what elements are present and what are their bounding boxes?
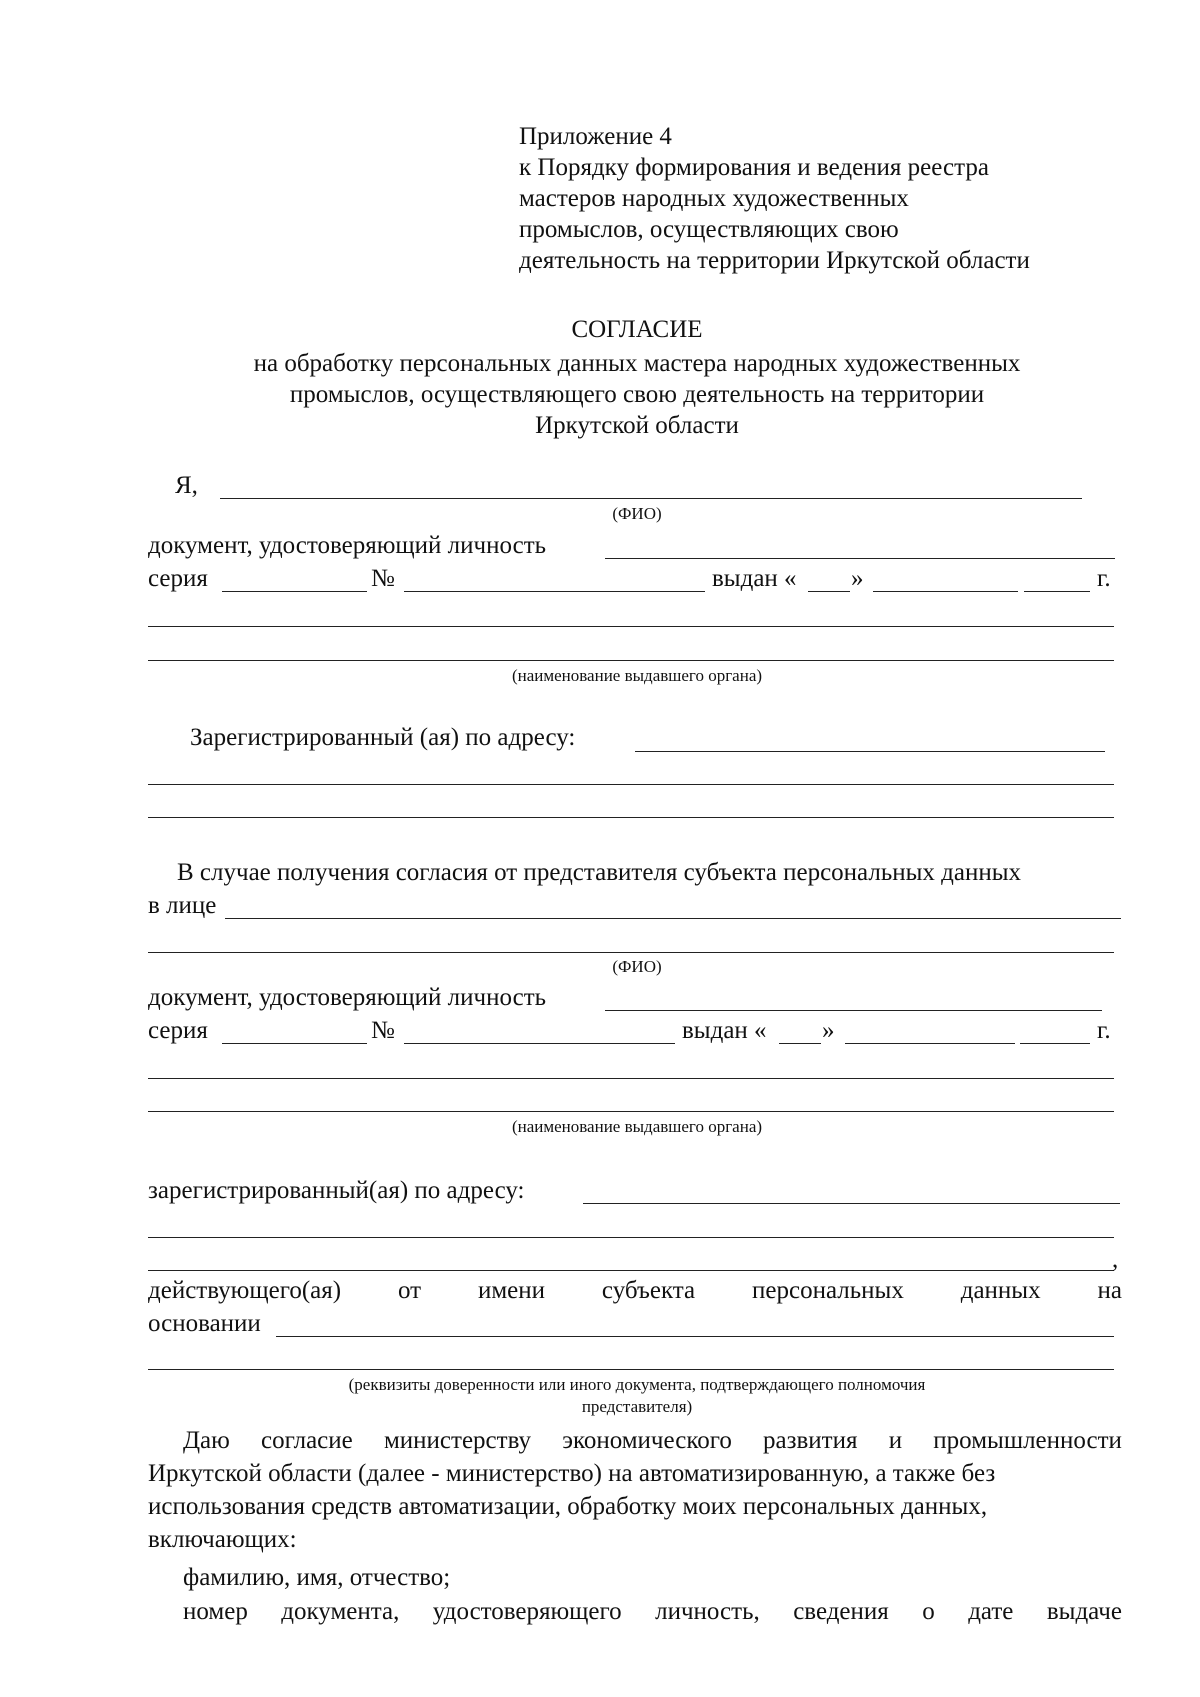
rep-issued-year-field[interactable] — [1020, 1043, 1090, 1044]
item-word: дате — [968, 1598, 1014, 1625]
acting-word: имени — [477, 1277, 546, 1304]
acting-word: данных — [960, 1277, 1041, 1304]
rep-year-suffix: г. — [1097, 1017, 1111, 1044]
issuer-caption: (наименование выдавшего органа) — [511, 666, 763, 685]
basis-field-2[interactable] — [148, 1369, 1114, 1370]
address-field-3[interactable] — [148, 817, 1114, 818]
issuer-field-1[interactable] — [148, 626, 1114, 627]
address-field[interactable] — [635, 751, 1105, 752]
issued-day-field[interactable] — [808, 591, 850, 592]
issuer-field-2[interactable] — [148, 660, 1114, 661]
acting-word: субъекта — [601, 1277, 696, 1304]
item-word: документа, — [281, 1598, 400, 1625]
basis-label: основании — [148, 1310, 261, 1337]
issued-label: выдан « — [712, 565, 797, 592]
representative-intro: В случае получения согласия от представителя субъекта персональных данных — [177, 859, 1022, 886]
rep-issuer-field-1[interactable] — [148, 1078, 1114, 1079]
header-line: промыслов, осуществляющих свою — [519, 216, 899, 243]
item-word: номер — [183, 1598, 248, 1625]
year-suffix: г. — [1097, 565, 1111, 592]
fio-caption: (ФИО) — [612, 504, 662, 523]
rep-address-field[interactable] — [583, 1203, 1120, 1204]
acting-word: персональных — [752, 1277, 904, 1304]
acting-word: действующего(ая) — [148, 1277, 342, 1304]
header-line: Приложение 4 — [519, 123, 672, 150]
rep-series-field[interactable] — [222, 1043, 367, 1044]
rep-issued-label: выдан « — [682, 1017, 767, 1044]
header-line: деятельность на территории Иркутской области — [519, 247, 1030, 274]
doc-label: документ, удостоверяющий личность — [148, 532, 547, 559]
basis-caption-line: (реквизиты доверенности или иного документа, подтверждающего полномочия — [348, 1375, 926, 1394]
consent-line-1 — [183, 1425, 1122, 1456]
appendix-header — [519, 121, 1030, 276]
subtitle-line: на обработку персональных данных мастера народных художественных — [253, 350, 1021, 377]
rep-doc-label: документ, удостоверяющий личность — [148, 984, 547, 1011]
rep-address-label: зарегистрированный(ая) по адресу: — [148, 1177, 525, 1204]
consent-item-2 — [183, 1596, 1122, 1627]
basis-caption-line: представителя) — [581, 1397, 693, 1416]
rep-issued-day-field[interactable] — [779, 1043, 821, 1044]
item-word: сведения — [793, 1598, 889, 1625]
consent-line-2: Иркутской области (далее - министерство) на автоматизированную, а также без — [148, 1460, 996, 1487]
issued-month-field[interactable] — [873, 591, 1018, 592]
number-field[interactable] — [404, 591, 705, 592]
acting-line — [148, 1275, 1122, 1306]
header-line: мастеров народных художественных — [519, 185, 909, 212]
document-subtitle — [0, 348, 1200, 441]
consent-item: фамилию, имя, отчество; — [183, 1564, 451, 1591]
rep-number-field[interactable] — [404, 1043, 675, 1044]
consent-word: промышленности — [933, 1427, 1122, 1454]
header-line: к Порядку формирования и ведения реестра — [519, 154, 989, 181]
acting-word: от — [397, 1277, 422, 1304]
rep-doc-field[interactable] — [605, 1010, 1102, 1011]
fio-field[interactable] — [220, 498, 1082, 499]
consent-line-3: использования средств автоматизации, обработку моих персональных данных, — [148, 1493, 988, 1520]
consent-word: экономического — [562, 1427, 732, 1454]
representative-fio-field-2[interactable] — [148, 952, 1114, 953]
face-label: в лице — [148, 892, 217, 919]
rep-address-field-2[interactable] — [148, 1237, 1114, 1238]
acting-word: на — [1097, 1277, 1122, 1304]
consent-line-4: включающих: — [148, 1526, 297, 1553]
series-label: серия — [148, 565, 208, 592]
i-label: Я, — [175, 472, 198, 499]
item-word: удостоверяющего — [432, 1598, 622, 1625]
address-label: Зарегистрированный (ая) по адресу: — [190, 724, 576, 751]
consent-word: Даю — [183, 1427, 230, 1454]
representative-fio-caption: (ФИО) — [612, 957, 662, 976]
issued-quote-close: » — [851, 565, 864, 592]
subtitle-line: промыслов, осуществляющего свою деятельность на территории — [289, 381, 985, 408]
rep-issued-quote-close: » — [822, 1017, 835, 1044]
consent-word: согласие — [261, 1427, 353, 1454]
document-title: СОГЛАСИЕ — [571, 316, 703, 343]
item-word: личность, — [655, 1598, 760, 1625]
doc-field[interactable] — [605, 558, 1115, 559]
rep-issuer-field-2[interactable] — [148, 1111, 1114, 1112]
consent-word: развития — [763, 1427, 858, 1454]
rep-issued-month-field[interactable] — [845, 1043, 1015, 1044]
issued-year-field[interactable] — [1024, 591, 1090, 592]
subtitle-line: Иркутской области — [535, 412, 739, 439]
series-field[interactable] — [222, 591, 367, 592]
item-word: выдаче — [1046, 1598, 1122, 1625]
basis-field[interactable] — [276, 1336, 1114, 1337]
rep-series-label: серия — [148, 1017, 208, 1044]
address-field-2[interactable] — [148, 784, 1114, 785]
consent-word: министерству — [383, 1427, 532, 1454]
rep-address-field-3[interactable] — [148, 1270, 1114, 1271]
representative-fio-field[interactable] — [225, 918, 1121, 919]
consent-word: и — [888, 1427, 903, 1454]
comma: , — [1112, 1246, 1119, 1273]
item-word: о — [922, 1598, 935, 1625]
rep-number-label: № — [371, 1017, 395, 1044]
basis-caption — [0, 1374, 1200, 1418]
rep-issuer-caption: (наименование выдавшего органа) — [511, 1117, 763, 1136]
number-label: № — [371, 565, 395, 592]
